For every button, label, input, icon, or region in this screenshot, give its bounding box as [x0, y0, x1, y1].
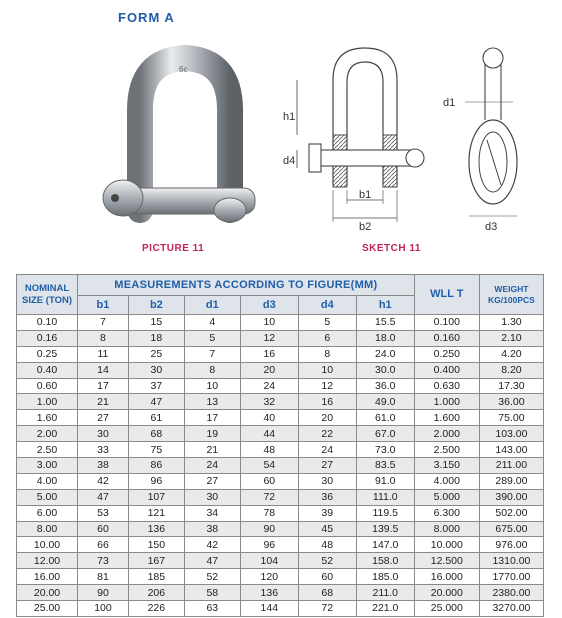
table-cell: 5 — [298, 315, 356, 331]
table-cell: 2.000 — [414, 426, 479, 442]
table-cell: 60 — [78, 521, 129, 537]
table-cell: 144 — [240, 601, 298, 617]
table-cell: 139.5 — [356, 521, 414, 537]
table-row — [17, 330, 544, 346]
table-cell: 24 — [184, 458, 240, 474]
table-cell: 61 — [128, 410, 184, 426]
table-cell: 3.150 — [414, 458, 479, 474]
header-d3: d3 — [240, 296, 298, 315]
table-cell: 11 — [78, 346, 129, 362]
table-cell: 20.00 — [17, 585, 78, 601]
table-cell: 221.0 — [356, 601, 414, 617]
label-d4: d4 — [283, 155, 296, 167]
form-title: FORM A — [118, 10, 175, 25]
table-cell: 16 — [240, 346, 298, 362]
table-cell: 5 — [184, 330, 240, 346]
table-cell: 158.0 — [356, 553, 414, 569]
table-cell: 5.000 — [414, 489, 479, 505]
label-d1: d1 — [443, 97, 456, 109]
table-cell: 0.25 — [17, 346, 78, 362]
table-cell: 120 — [240, 569, 298, 585]
picture-caption: PICTURE 11 — [142, 243, 205, 254]
table-cell: 83.5 — [356, 458, 414, 474]
table-cell: 72 — [298, 601, 356, 617]
table-cell: 60 — [240, 473, 298, 489]
table-cell: 12.500 — [414, 553, 479, 569]
table-row — [17, 601, 544, 617]
table-cell: 30 — [78, 426, 129, 442]
table-cell: 1.600 — [414, 410, 479, 426]
table-cell: 52 — [184, 569, 240, 585]
table-cell: 75 — [128, 442, 184, 458]
table-cell: 16 — [298, 394, 356, 410]
table-cell: 36 — [298, 489, 356, 505]
table-cell: 34 — [184, 505, 240, 521]
table-cell: 8 — [184, 362, 240, 378]
table-cell: 53 — [78, 505, 129, 521]
header-measurements: MEASUREMENTS ACCORDING TO FIGURE(MM) — [78, 275, 415, 296]
table-cell: 10.00 — [17, 537, 78, 553]
table-row — [17, 410, 544, 426]
table-cell: 78 — [240, 505, 298, 521]
table-cell: 24.0 — [356, 346, 414, 362]
table-row — [17, 569, 544, 585]
table-cell: 16.000 — [414, 569, 479, 585]
header-b2: b2 — [128, 296, 184, 315]
table-cell: 0.16 — [17, 330, 78, 346]
table-cell: 0.160 — [414, 330, 479, 346]
table-cell: 0.10 — [17, 315, 78, 331]
table-cell: 143.00 — [479, 442, 543, 458]
table-cell: 100 — [78, 601, 129, 617]
table-cell: 185 — [128, 569, 184, 585]
table-cell: 72 — [240, 489, 298, 505]
table-cell: 185.0 — [356, 569, 414, 585]
table-cell: 1310.00 — [479, 553, 543, 569]
table-cell: 25 — [128, 346, 184, 362]
table-cell: 2.50 — [17, 442, 78, 458]
table-cell: 13 — [184, 394, 240, 410]
table-cell: 121 — [128, 505, 184, 521]
table-cell: 0.40 — [17, 362, 78, 378]
table-cell: 12 — [240, 330, 298, 346]
table-cell: 6.300 — [414, 505, 479, 521]
table-cell: 1.000 — [414, 394, 479, 410]
table-cell: 18.0 — [356, 330, 414, 346]
table-cell: 36.0 — [356, 378, 414, 394]
table-cell: 147.0 — [356, 537, 414, 553]
table-cell: 502.00 — [479, 505, 543, 521]
table-cell: 47 — [78, 489, 129, 505]
table-cell: 38 — [78, 458, 129, 474]
table-cell: 40 — [240, 410, 298, 426]
table-cell: 8 — [78, 330, 129, 346]
table-cell: 107 — [128, 489, 184, 505]
table-cell: 150 — [128, 537, 184, 553]
table-cell: 39 — [298, 505, 356, 521]
table-cell: 44 — [240, 426, 298, 442]
table-cell: 1.30 — [479, 315, 543, 331]
table-row — [17, 378, 544, 394]
table-cell: 4.000 — [414, 473, 479, 489]
table-cell: 20 — [240, 362, 298, 378]
table-cell: 73 — [78, 553, 129, 569]
table-cell: 61.0 — [356, 410, 414, 426]
table-cell: 2380.00 — [479, 585, 543, 601]
table-cell: 24 — [298, 442, 356, 458]
table-cell: 68 — [298, 585, 356, 601]
table-cell: 111.0 — [356, 489, 414, 505]
table-cell: 68 — [128, 426, 184, 442]
table-cell: 27 — [184, 473, 240, 489]
table-cell: 86 — [128, 458, 184, 474]
table-cell: 289.00 — [479, 473, 543, 489]
table-cell: 8.20 — [479, 362, 543, 378]
table-cell: 38 — [184, 521, 240, 537]
table-cell: 675.00 — [479, 521, 543, 537]
table-cell: 0.630 — [414, 378, 479, 394]
table-cell: 48 — [240, 442, 298, 458]
table-cell: 17 — [78, 378, 129, 394]
table-cell: 12.00 — [17, 553, 78, 569]
header-wll: WLL T — [414, 275, 479, 315]
table-cell: 136 — [240, 585, 298, 601]
table-cell: 7 — [184, 346, 240, 362]
table-row — [17, 537, 544, 553]
table-cell: 63 — [184, 601, 240, 617]
table-cell: 15.5 — [356, 315, 414, 331]
label-h1: h1 — [283, 111, 296, 123]
sketch-caption: SKETCH 11 — [362, 243, 421, 254]
table-cell: 81 — [78, 569, 129, 585]
table-cell: 58 — [184, 585, 240, 601]
table-cell: 211.00 — [479, 458, 543, 474]
table-row — [17, 346, 544, 362]
table-cell: 42 — [78, 473, 129, 489]
table-cell: 96 — [128, 473, 184, 489]
table-cell: 27 — [298, 458, 356, 474]
table-cell: 42 — [184, 537, 240, 553]
table-cell: 14 — [78, 362, 129, 378]
table-cell: 96 — [240, 537, 298, 553]
table-cell: 2.500 — [414, 442, 479, 458]
header-b1: b1 — [78, 296, 129, 315]
table-cell: 66 — [78, 537, 129, 553]
table-cell: 33 — [78, 442, 129, 458]
table-cell: 67.0 — [356, 426, 414, 442]
table-cell: 36.00 — [479, 394, 543, 410]
table-cell: 0.100 — [414, 315, 479, 331]
table-cell: 22 — [298, 426, 356, 442]
specification-table — [16, 274, 544, 617]
table-cell: 10 — [184, 378, 240, 394]
table-cell: 90 — [240, 521, 298, 537]
table-row — [17, 362, 544, 378]
table-cell: 20.000 — [414, 585, 479, 601]
table-cell: 3270.00 — [479, 601, 543, 617]
table-cell: 16.00 — [17, 569, 78, 585]
table-cell: 8.000 — [414, 521, 479, 537]
header-d4: d4 — [298, 296, 356, 315]
table-cell: 976.00 — [479, 537, 543, 553]
header-h1: h1 — [356, 296, 414, 315]
table-cell: 17.30 — [479, 378, 543, 394]
table-cell: 167 — [128, 553, 184, 569]
table-cell: 52 — [298, 553, 356, 569]
table-row — [17, 553, 544, 569]
table-cell: 6.00 — [17, 505, 78, 521]
table-cell: 45 — [298, 521, 356, 537]
table-cell: 30 — [298, 473, 356, 489]
table-cell: 48 — [298, 537, 356, 553]
table-row — [17, 458, 544, 474]
label-d3: d3 — [485, 221, 498, 233]
table-cell: 10 — [240, 315, 298, 331]
table-cell: 37 — [128, 378, 184, 394]
table-cell: 211.0 — [356, 585, 414, 601]
table-cell: 10 — [298, 362, 356, 378]
table-cell: 47 — [184, 553, 240, 569]
table-cell: 27 — [78, 410, 129, 426]
table-cell: 30.0 — [356, 362, 414, 378]
table-row — [17, 473, 544, 489]
table-cell: 17 — [184, 410, 240, 426]
table-cell: 91.0 — [356, 473, 414, 489]
table-cell: 19 — [184, 426, 240, 442]
table-cell: 30 — [184, 489, 240, 505]
table-cell: 90 — [78, 585, 129, 601]
label-b1: b1 — [359, 189, 372, 201]
table-cell: 73.0 — [356, 442, 414, 458]
label-b2: b2 — [359, 221, 372, 233]
shackle-sketch — [275, 40, 545, 235]
table-cell: 20 — [298, 410, 356, 426]
table-cell: 0.400 — [414, 362, 479, 378]
table-cell: 1.60 — [17, 410, 78, 426]
table-cell: 47 — [128, 394, 184, 410]
table-cell: 15 — [128, 315, 184, 331]
table-cell: 10.000 — [414, 537, 479, 553]
table-cell: 60 — [298, 569, 356, 585]
table-cell: 0.60 — [17, 378, 78, 394]
table-cell: 1.00 — [17, 394, 78, 410]
table-cell: 32 — [240, 394, 298, 410]
table-cell: 104 — [240, 553, 298, 569]
table-row — [17, 442, 544, 458]
table-cell: 390.00 — [479, 489, 543, 505]
table-cell: 2.00 — [17, 426, 78, 442]
table-row — [17, 505, 544, 521]
table-cell: 54 — [240, 458, 298, 474]
table-row — [17, 489, 544, 505]
table-cell: 2.10 — [479, 330, 543, 346]
table-cell: 21 — [184, 442, 240, 458]
table-row — [17, 394, 544, 410]
table-cell: 206 — [128, 585, 184, 601]
table-cell: 7 — [78, 315, 129, 331]
table-cell: 25.00 — [17, 601, 78, 617]
photo-stamp: 6c — [179, 65, 188, 74]
table-cell: 4 — [184, 315, 240, 331]
table-cell: 5.00 — [17, 489, 78, 505]
table-row — [17, 521, 544, 537]
header-d1: d1 — [184, 296, 240, 315]
table-cell: 3.00 — [17, 458, 78, 474]
table-cell: 18 — [128, 330, 184, 346]
table-cell: 75.00 — [479, 410, 543, 426]
table-cell: 136 — [128, 521, 184, 537]
table-cell: 8.00 — [17, 521, 78, 537]
table-cell: 6 — [298, 330, 356, 346]
table-cell: 226 — [128, 601, 184, 617]
header-weight: WEIGHT KG/100PCS — [479, 275, 543, 315]
table-row — [17, 426, 544, 442]
shackle-photo — [95, 40, 275, 235]
table-cell: 24 — [240, 378, 298, 394]
table-cell: 119.5 — [356, 505, 414, 521]
table-cell: 4.20 — [479, 346, 543, 362]
table-row — [17, 315, 544, 331]
table-cell: 12 — [298, 378, 356, 394]
table-row — [17, 585, 544, 601]
table-cell: 21 — [78, 394, 129, 410]
table-body — [17, 315, 544, 617]
table-cell: 103.00 — [479, 426, 543, 442]
table-cell: 1770.00 — [479, 569, 543, 585]
table-cell: 25.000 — [414, 601, 479, 617]
table-cell: 49.0 — [356, 394, 414, 410]
table-cell: 30 — [128, 362, 184, 378]
table-cell: 0.250 — [414, 346, 479, 362]
header-nominal-size: NOMINAL SIZE (TON) — [17, 275, 78, 315]
table-cell: 8 — [298, 346, 356, 362]
table-cell: 4.00 — [17, 473, 78, 489]
